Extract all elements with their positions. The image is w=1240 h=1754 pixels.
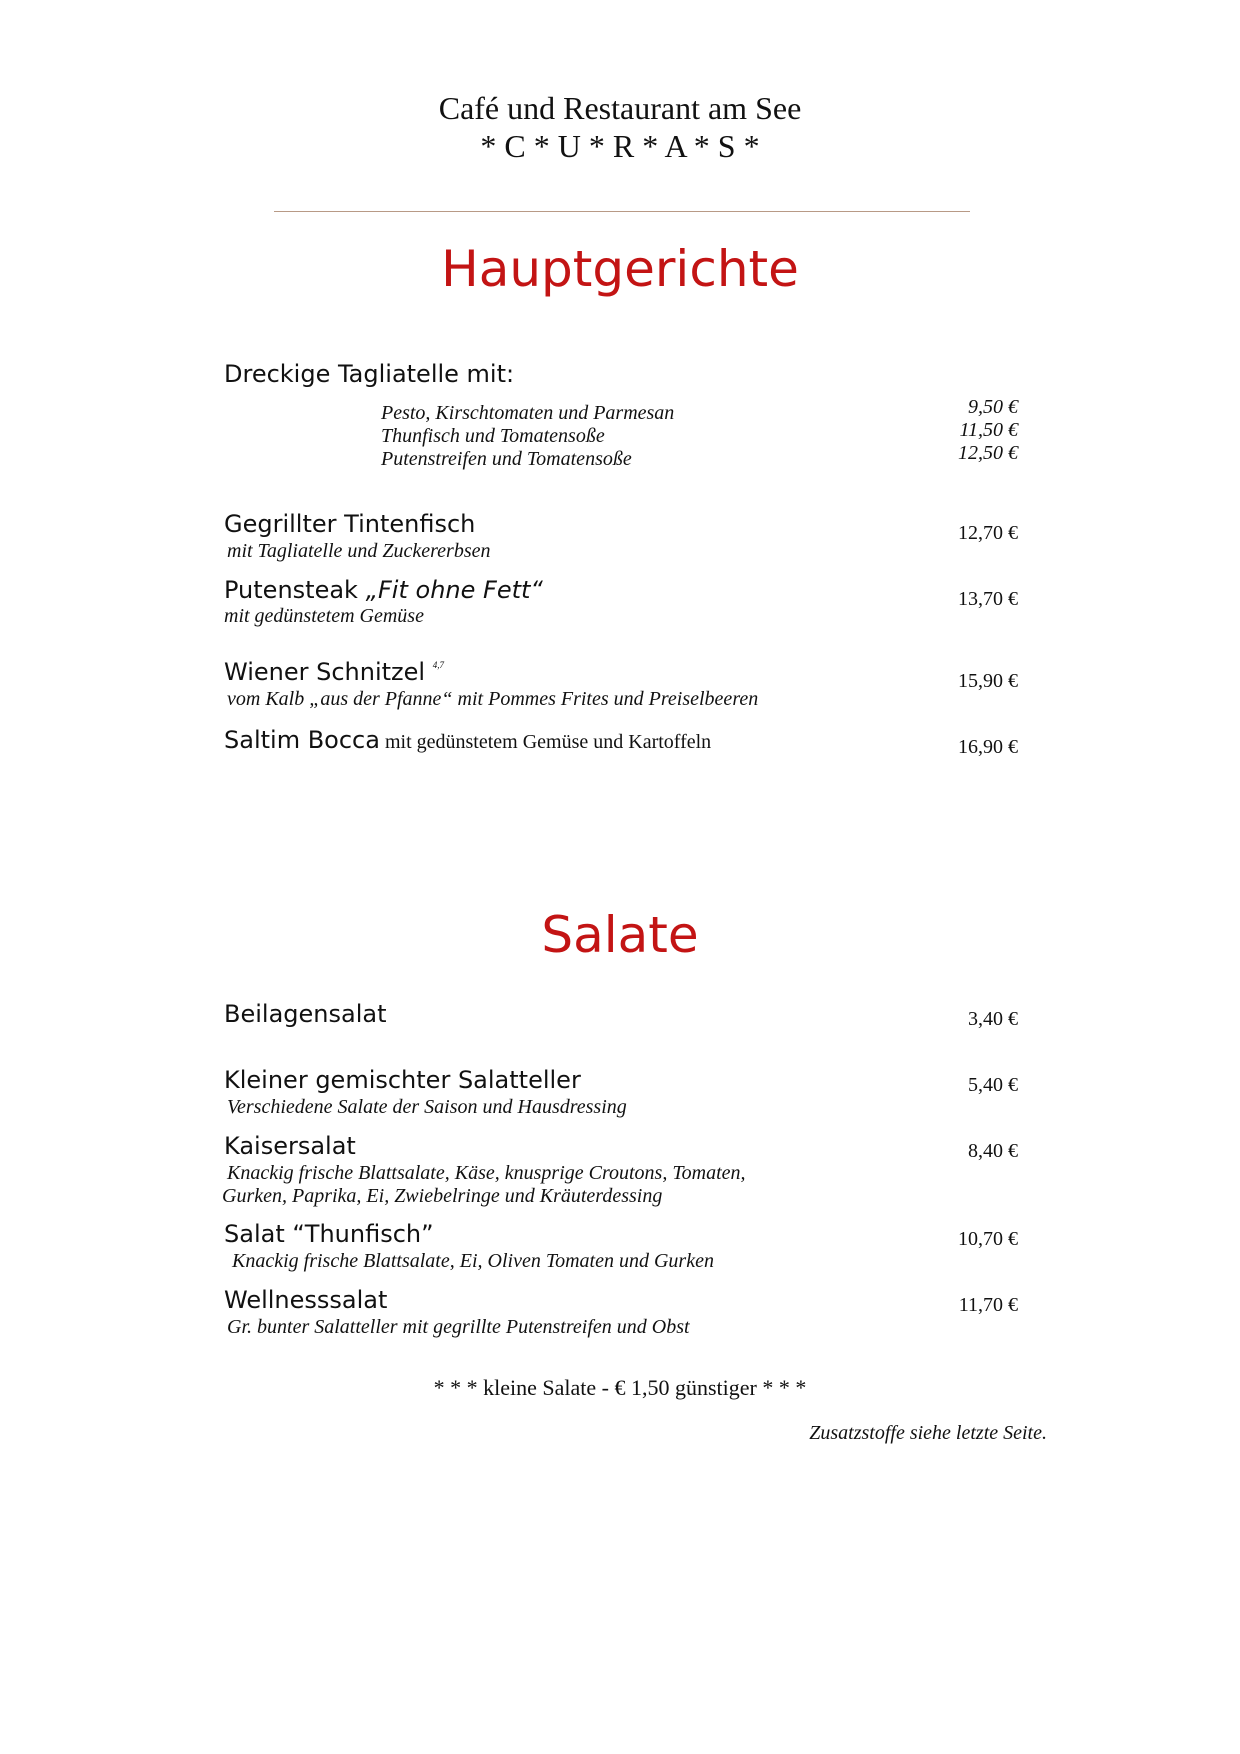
- dish-putensteak-price: 13,70 €: [958, 588, 1018, 610]
- salad-kaiser-desc-2: Gurken, Paprika, Ei, Zwiebelringe und Kräuterdessing: [222, 1185, 663, 1207]
- salad-wellness-price: 11,70 €: [958, 1294, 1018, 1316]
- tagliatelle-option-2: Thunfisch und Tomatensoße: [381, 425, 605, 447]
- header-divider: [274, 211, 970, 212]
- tagliatelle-option-2-price: 11,50 €: [959, 419, 1018, 441]
- small-salad-note: * * * kleine Salate - € 1,50 günstiger * * *: [433, 1375, 807, 1400]
- salad-thunfisch-name: Salat “Thunfisch”: [224, 1220, 434, 1248]
- dish-putensteak-desc: mit gedünstetem Gemüse: [224, 605, 424, 627]
- dish-schnitzel-price: 15,90 €: [958, 670, 1018, 692]
- tagliatelle-option-3: Putenstreifen und Tomatensoße: [381, 448, 632, 470]
- salad-thunfisch-desc: Knackig frische Blattsalate, Ei, Oliven Tomaten und Gurken: [232, 1250, 714, 1272]
- putensteak-name-quote: „Fit ohne Fett“: [365, 576, 543, 604]
- salad-gemischt-name: Kleiner gemischter Salatteller: [224, 1066, 581, 1094]
- tagliatelle-option-3-price: 12,50 €: [958, 442, 1018, 464]
- schnitzel-additive-note: 4,7: [432, 660, 444, 670]
- restaurant-name: Café und Restaurant am See: [438, 90, 802, 126]
- dish-saltim-price: 16,90 €: [958, 736, 1018, 758]
- additives-note: Zusatzstoffe siehe letzte Seite.: [809, 1422, 1047, 1444]
- dish-saltim-row: [224, 726, 711, 754]
- salad-kaiser-price: 8,40 €: [968, 1140, 1018, 1162]
- tagliatelle-option-1: Pesto, Kirschtomaten und Parmesan: [381, 402, 675, 424]
- section-title-salate: Salate: [541, 906, 699, 964]
- salad-thunfisch-price: 10,70 €: [958, 1228, 1018, 1250]
- salad-wellness-name: Wellnesssalat: [224, 1286, 388, 1314]
- dish-tintenfisch-desc: mit Tagliatelle und Zuckererbsen: [227, 540, 491, 562]
- dish-putensteak-name: [224, 576, 543, 604]
- salad-gemischt-price: 5,40 €: [968, 1074, 1018, 1096]
- salad-kaiser-desc-1: Knackig frische Blattsalate, Käse, knusprige Croutons, Tomaten,: [227, 1162, 746, 1184]
- dish-tintenfisch-name: Gegrillter Tintenfisch: [224, 510, 476, 538]
- tagliatelle-option-1-price: 9,50 €: [968, 396, 1018, 418]
- dish-schnitzel-desc: vom Kalb „aus der Pfanne“ mit Pommes Frites und Preiselbeeren: [227, 688, 759, 710]
- salad-beilagen-price: 3,40 €: [968, 1008, 1018, 1030]
- dish-tagliatelle-name: Dreckige Tagliatelle mit:: [224, 360, 515, 388]
- dish-saltim-desc: mit gedünstetem Gemüse und Kartoffeln: [379, 731, 712, 753]
- salad-kaiser-name: Kaisersalat: [224, 1132, 356, 1160]
- schnitzel-name-text: Wiener Schnitzel: [224, 658, 426, 686]
- salad-gemischt-desc: Verschiedene Salate der Saison und Hausdressing: [227, 1096, 627, 1118]
- dish-tintenfisch-price: 12,70 €: [958, 522, 1018, 544]
- dish-saltim-name: Saltim Bocca: [224, 726, 380, 754]
- salad-wellness-desc: Gr. bunter Salatteller mit gegrillte Putenstreifen und Obst: [227, 1316, 690, 1338]
- dish-schnitzel-name: [224, 658, 444, 686]
- putensteak-name-prefix: Putensteak: [224, 576, 366, 604]
- restaurant-brand: * C * U * R * A * S *: [480, 128, 760, 164]
- salad-beilagen-name: Beilagensalat: [224, 1000, 387, 1028]
- section-title-hauptgerichte: Hauptgerichte: [441, 240, 799, 298]
